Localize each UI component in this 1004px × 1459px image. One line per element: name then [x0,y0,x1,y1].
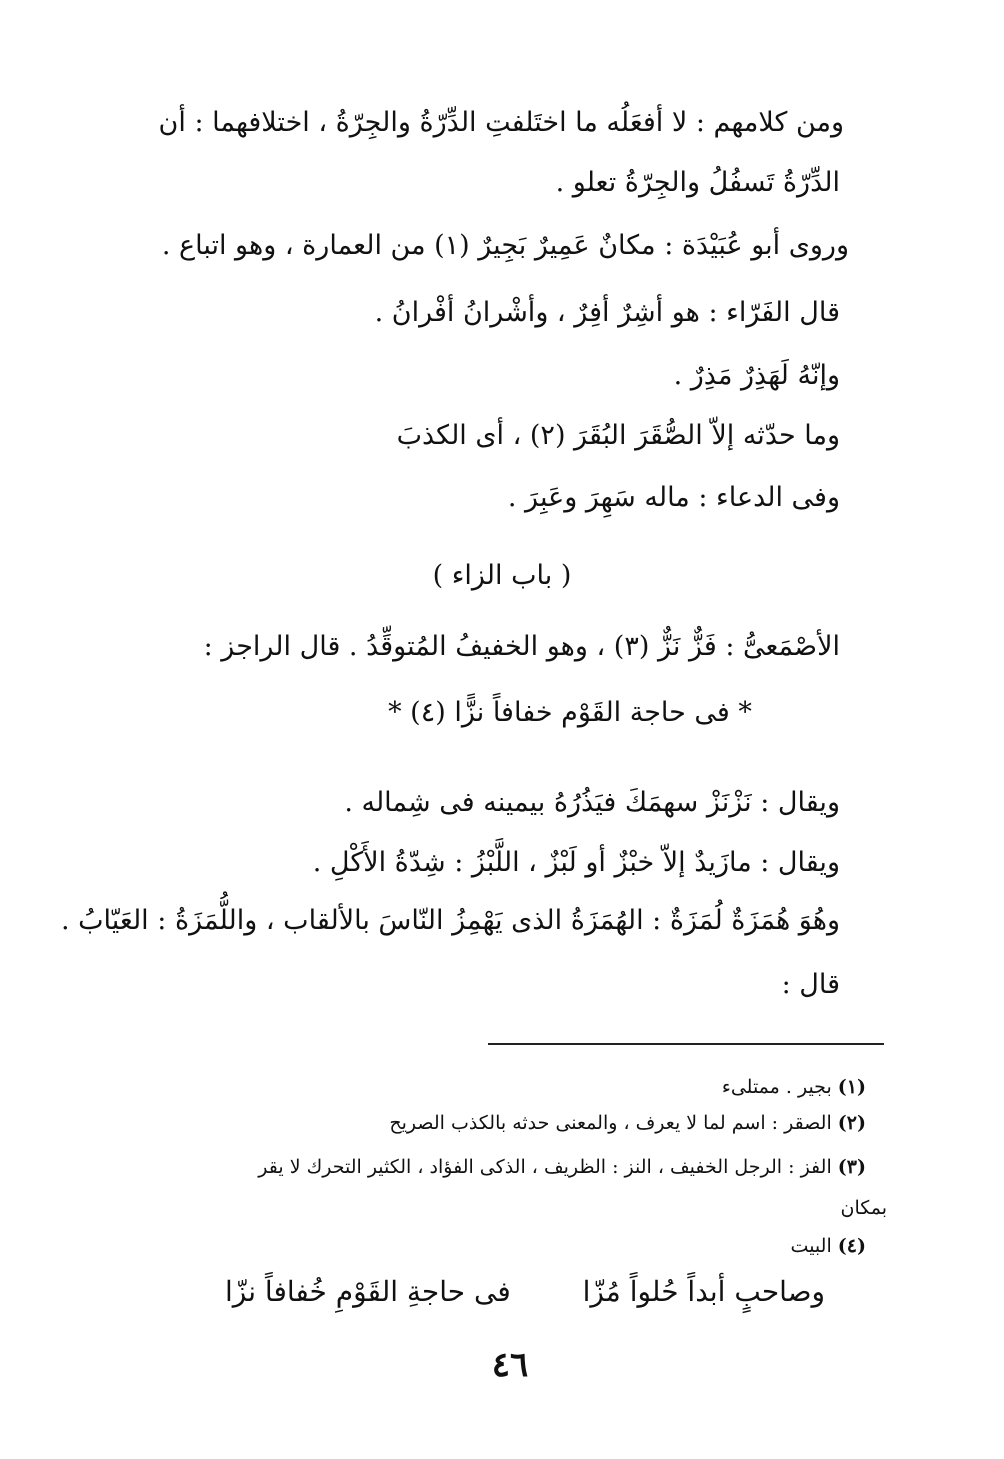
paragraph-line-4: قال الفَرّاء : هو أشِرٌ أفِرٌ ، وأشْرانُ أفْرانُ . [374,297,840,328]
footnote-4 [791,1232,866,1260]
footnote-divider [488,1043,884,1045]
footnote-2 [389,1109,866,1137]
footnote-3-text: الفز : الرجل الخفيف ، النز : الظريف ، الذكى الفؤاد ، الكثير التحرك لا يقر [258,1156,832,1178]
footnote-4-number: (٤) [837,1235,866,1257]
paragraph-line-7: وفى الدعاء : ماله سَهِرَ وعَبِرَ . [507,482,840,513]
paragraph-line-6: وما حدّثه إلاّ الصُّقَرَ البُقَرَ (٢) ، أى الكذبَ [396,420,840,451]
section-line-5: قال : [781,969,840,1000]
footnote-2-number: (٢) [837,1112,866,1134]
section-line-3: ويقال : مازَيدٌ إلاّ خبْزٌ أو لَبْزٌ ، اللَّبْزُ : شِدّةُ الأَكْلِ . [312,847,840,878]
section-line-2: ويقال : نَزْنَزْ سهمَكَ فيَذُرُهُ بيمينه فى شِماله . [344,787,840,818]
footnote-1-text: بجير . ممتلىء [721,1076,832,1098]
footnote-1 [722,1073,866,1101]
footnote-3 [258,1153,866,1181]
footnote-2-text: الصقر : اسم لما لا يعرف ، والمعنى حدثه بالكذب الصريح [389,1112,832,1134]
poem-first-hemistich: وصاحبٍ أبداً حُلواً مُزّا [582,1275,825,1308]
footnote-3-number: (٣) [837,1156,866,1178]
section-line-1: الأصْمَعىُّ : فَزٌّ نَزٌّ (٣) ، وهو الخفيفُ المُتوقِّدُ . قال الراجز : [203,631,840,662]
section-line-4: وهُوَ هُمَزَةٌ لُمَزَةٌ : الهُمَزَةُ الذى يَهْمِزُ النّاسَ بالألقاب ، واللُّمَزَةُ : العَيّابُ . [60,905,840,936]
footnote-1-number: (١) [837,1076,866,1098]
footnote-3-continuation: بمكان [840,1197,887,1219]
verse-quote: * فى حاجة القَوْم خفافاً نزًّا (٤) * [388,697,752,728]
page-number: ٤٦ [491,1345,529,1385]
footnote-4-text: البيت [790,1235,832,1257]
paragraph-line-5: وإنّهُ لَهَذِرٌ مَذِرٌ . [673,360,840,391]
paragraph-line-2: الدِّرّةُ تَسفُلُ والجِرّةُ تعلو . [555,167,840,198]
section-title: ( باب الزاء ) [432,560,572,591]
paragraph-line-3: وروى أبو عُبَيْدَة : مكانٌ عَمِيرٌ بَجِيرٌ (١) من العمارة ، وهو اتباع . [161,230,849,261]
paragraph-line-1: ومن كلامهم : لا أفعَلُه ما اختَلفتِ الدِّرّةُ والجِرّةُ ، اختلافهما : أن [158,107,844,138]
poem-second-hemistich: فى حاجةِ القَوْمِ خُفافاً نزّا [225,1275,511,1308]
